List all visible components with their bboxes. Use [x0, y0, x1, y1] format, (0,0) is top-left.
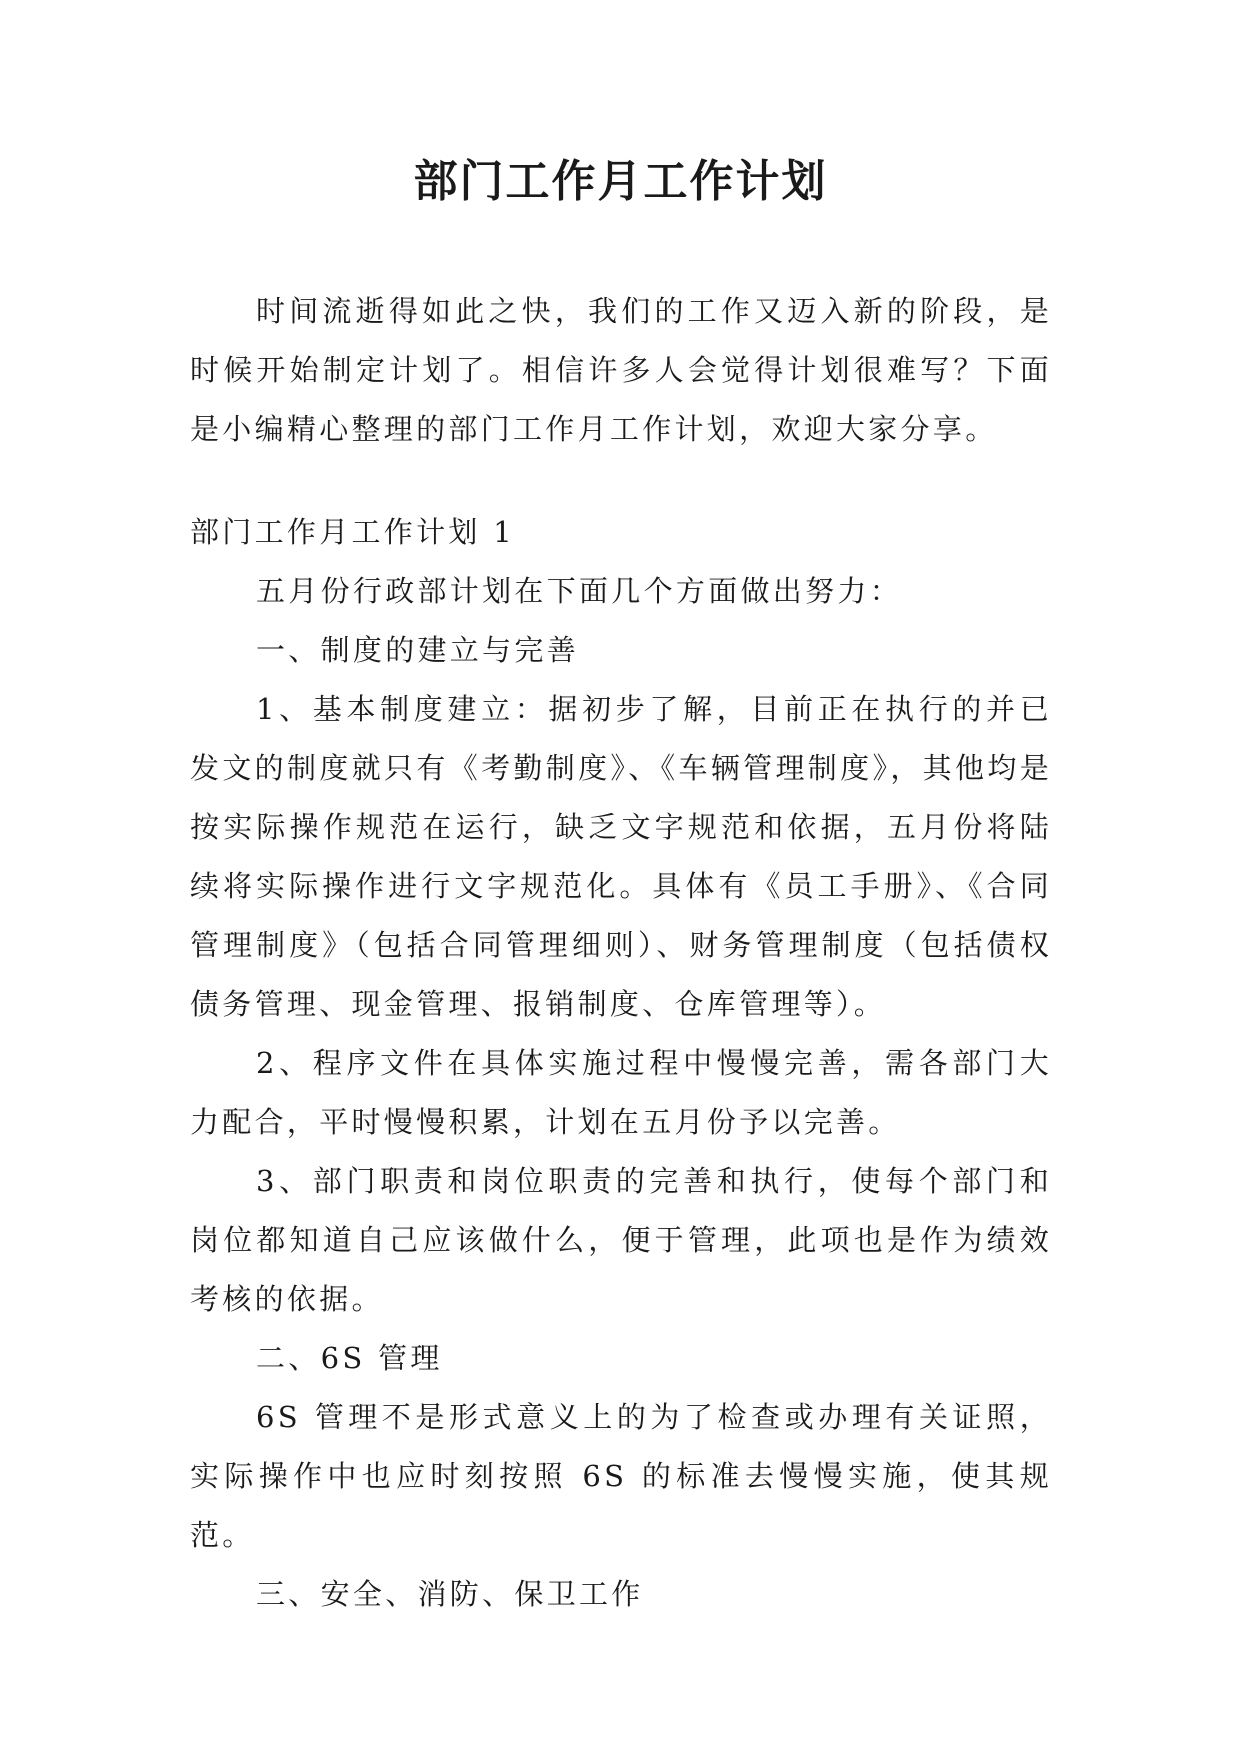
heading-6s: 二、6S 管理: [256, 1341, 443, 1375]
body-paragraph: 6S 管理不是形式意义上的为了检查或办理有关证照，实际操作中也应时刻按照 6S 的标准去慢慢实施，使其规范。: [190, 1400, 1052, 1552]
body-paragraph: 五月份行政部计划在下面几个方面做出努力：: [256, 574, 903, 608]
body-paragraph: 3、部门职责和岗位职责的完善和执行，使每个部门和岗位都知道自己应该做什么，便于管理，此项也是作为绩效考核的依据。: [190, 1164, 1052, 1316]
body-paragraph: 2、程序文件在具体实施过程中慢慢完善，需各部门大力配合，平时慢慢积累，计划在五月份予以完善。: [190, 1046, 1052, 1139]
document-body: [190, 282, 1052, 1624]
document-title: 部门工作月工作计划: [413, 156, 828, 207]
body-paragraph: 1、基本制度建立：据初步了解，目前正在执行的并已发文的制度就只有《考勤制度》、《车辆管理制度》，其他均是按实际操作规范在运行，缺乏文字规范和依据，五月份将陆续将实际操作进行文字规范化。具体有《员工手册》、《合同管理制度》（包括合同管理细则）、财务管理制度（包括债权债务管理、现金管理、报销制度、仓库管理等）。: [190, 692, 1052, 1021]
paragraph-gap: [190, 459, 1052, 503]
heading-institution: 一、制度的建立与完善: [256, 633, 580, 667]
intro-paragraph: 时间流逝得如此之快，我们的工作又迈入新的阶段，是时候开始制定计划了。相信许多人会觉得计划很难写？下面是小编精心整理的部门工作月工作计划，欢迎大家分享。: [190, 294, 1052, 446]
section-heading: 部门工作月工作计划 1: [190, 515, 515, 549]
heading-safety: 三、安全、消防、保卫工作: [256, 1577, 644, 1611]
